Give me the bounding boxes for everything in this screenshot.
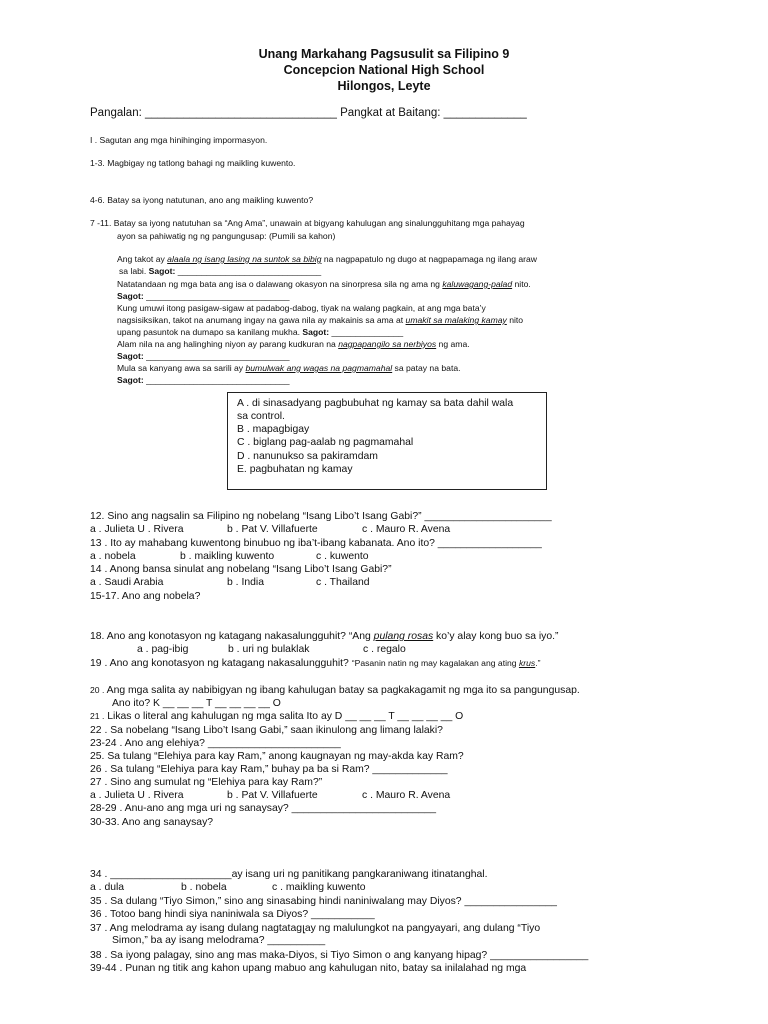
school-location: Hilongos, Leyte bbox=[337, 79, 431, 93]
question-14: 14 . Anong bansa sinulat ang nobelang “Isang Libo’t Isang Gabi?” bbox=[90, 564, 392, 575]
choice-e: E. pagbuhatan ng kamay bbox=[237, 464, 353, 475]
passage-3-line3: upang pasuntok na dumapo sa kanilang mukha. Sagot: _______________ bbox=[117, 327, 404, 337]
question-1-3: 1-3. Magbigay ng tatlong bahagi ng maikling kuwento. bbox=[90, 158, 296, 168]
question-22: 22 . Sa nobelang “Isang Libo’t Isang Gabi,” saan ikinulong ang limang lalaki? bbox=[90, 725, 443, 736]
question-38: 38 . Sa iyong palagay, sino ang mas maka-Diyos, si Tiyo Simon o ang kanyang hipag? _________________ bbox=[90, 950, 589, 961]
question-27: 27 . Sino ang sumulat ng “Elehiya para kay Ram?” bbox=[90, 777, 323, 788]
question-21: 21 . Likas o literal ang kahulugan ng mga salita Ito ay D __ __ __ T __ __ __ __ O bbox=[90, 711, 464, 722]
option-a[interactable]: a . dula bbox=[90, 882, 125, 893]
section-label: Pangkat at Baitang: bbox=[340, 107, 441, 119]
answer-line-4: Sagot: ______________________________ bbox=[117, 351, 290, 361]
student-info-line bbox=[90, 107, 527, 119]
option-b[interactable]: b . Pat V. Villafuerte bbox=[227, 524, 318, 535]
choice-a-line1: A . di sinasadyang pagbubuhat ng kamay sa bata dahil wala bbox=[237, 398, 514, 409]
answer-line-2: Sagot: ______________________________ bbox=[117, 291, 290, 301]
school-name: Concepcion National High School bbox=[283, 63, 485, 77]
passage-2: Natatandaan ng mga bata ang isa o dalawang okasyon na sinorpresa sila ng ama ng kaluwagang-palad nito. bbox=[117, 279, 531, 289]
part1-instruction: I . Sagutan ang mga hinihinging impormasyon. bbox=[90, 135, 268, 145]
option-c[interactable]: c . maikling kuwento bbox=[272, 882, 366, 893]
option-a[interactable]: a . Julieta U . Rivera bbox=[90, 790, 184, 801]
question-26: 26 . Sa tulang “Elehiya para kay Ram,” buhay pa ba si Ram? _____________ bbox=[90, 764, 448, 775]
question-19: 19 . Ano ang konotasyon ng katagang nakasalungguhit? “Pasanin natin ng may kagalakan ang ating krus.” bbox=[90, 658, 541, 669]
question-23-24: 23-24 . Ano ang elehiya? _______________________ bbox=[90, 738, 341, 749]
answer-blank[interactable]: ______________________________ bbox=[146, 291, 290, 301]
answer-blank[interactable]: _______________ bbox=[331, 327, 404, 337]
option-c[interactable]: c . regalo bbox=[363, 644, 406, 655]
underlined-phrase: umakit sa malaking kamay bbox=[405, 315, 507, 325]
question-30-33: 30-33. Ano ang sanaysay? bbox=[90, 817, 214, 828]
question-28-29: 28-29 . Anu-ano ang mga uri ng sanaysay? _________________________ bbox=[90, 803, 437, 814]
passage-3-line2: nagsisiksikan, takot na anumang ingay na gawa nila ay makainis sa ama at umakit sa malaking kamay nito bbox=[117, 315, 524, 325]
question-36: 36 . Totoo bang hindi siya naniniwala sa Diyos? ___________ bbox=[90, 909, 375, 920]
passage-1-line2: sa labi. Sagot: ______________________________ bbox=[119, 266, 322, 276]
question-37-line1: 37 . Ang melodrama ay isang dulang nagtatagլay ng malulungkot na pangyayari, ang dulang “Tiyo bbox=[90, 923, 541, 934]
choice-d: D . nanunukso sa pakiramdam bbox=[237, 451, 378, 462]
question-35: 35 . Sa dulang “Tiyo Simon,” sino ang sinasabing hindi naniniwalang may Diyos? ________________ bbox=[90, 896, 557, 907]
question-7-11-line1: 7 -11. Batay sa iyong natutuhan sa “Ang Ama”, unawain at bigyang kahulugan ang sinalungguhitang mga pahayag bbox=[90, 218, 525, 228]
passage-4: Alam nila na ang halinghing niyon ay parang kudkuran na nagpapangilo sa nerbiyos ng ama. bbox=[117, 339, 470, 349]
underlined-phrase: nagpapangilo sa nerbiyos bbox=[338, 339, 437, 349]
answer-line-5: Sagot: ______________________________ bbox=[117, 375, 290, 385]
passage-3-line1: Kung umuwi itong pasigaw-sigaw at padabog-dabog, tiyak na walang pagkain, at ang mga bata’y bbox=[117, 303, 486, 313]
name-label: Pangalan: bbox=[90, 107, 142, 119]
choice-c: C . biglang pag-aalab ng pagmamahal bbox=[237, 437, 414, 448]
question-34: 34 . _____________________ay isang uri ng panitikang pangkaraniwang itinatanghal. bbox=[90, 869, 488, 880]
option-a[interactable]: a . nobela bbox=[90, 551, 136, 562]
question-13: 13 . Ito ay mahabang kuwentong binubuo ng iba’t-ibang kabanata. Ano ito? __________________ bbox=[90, 538, 542, 549]
underlined-phrase: krus bbox=[518, 658, 536, 668]
option-a[interactable]: a . pag-ibig bbox=[137, 644, 189, 655]
answer-blank[interactable]: ______________________________ bbox=[177, 266, 322, 276]
option-a[interactable]: a . Saudi Arabia bbox=[90, 577, 164, 588]
name-blank[interactable]: ______________________________ bbox=[145, 107, 337, 119]
question-39-44: 39-44 . Punan ng titik ang kahon upang mabuo ang kahulugan nito, batay sa inilalahad ng mga bbox=[90, 963, 527, 974]
underlined-phrase: alaala ng isang lasing na suntok sa bibig bbox=[167, 254, 322, 264]
option-c[interactable]: c . Mauro R. Avena bbox=[362, 790, 451, 801]
option-b[interactable]: b . uri ng bulaklak bbox=[228, 644, 310, 655]
option-b[interactable]: b . Pat V. Villafuerte bbox=[227, 790, 318, 801]
answer-blank[interactable]: ______________________________ bbox=[146, 375, 290, 385]
answer-blank[interactable]: ______________________________ bbox=[146, 351, 290, 361]
section-blank[interactable]: _____________ bbox=[443, 107, 527, 119]
option-b[interactable]: b . maikling kuwento bbox=[180, 551, 275, 562]
choice-a-line2: sa control. bbox=[237, 411, 285, 422]
question-20-line2: Ano ito? K __ __ __ T __ __ __ __ O bbox=[112, 698, 281, 709]
question-15-17: 15-17. Ano ang nobela? bbox=[90, 591, 201, 602]
question-7-11-line2: ayon sa pahiwatig ng ng pangungusap: (Pumili sa kahon) bbox=[117, 231, 336, 241]
question-18: 18. Ano ang konotasyon ng katagang nakasalungguhit? “Ang pulang rosas ko’y alay kong buo sa iyo.” bbox=[90, 631, 559, 642]
underlined-phrase: bumulwak ang wagas na pagmamahal bbox=[245, 363, 393, 373]
option-b[interactable]: b . nobela bbox=[181, 882, 227, 893]
underlined-phrase: kaluwagang-palad bbox=[442, 279, 513, 289]
choice-b: B . mapagbigay bbox=[237, 424, 310, 435]
question-12: 12. Sino ang nagsalin sa Filipino ng nobelang “Isang Libo’t Isang Gabi?” ______________________ bbox=[90, 511, 552, 522]
option-c[interactable]: c . Thailand bbox=[316, 577, 370, 588]
question-4-6: 4-6. Batay sa iyong natutunan, ano ang maikling kuwento? bbox=[90, 195, 314, 205]
option-c[interactable]: c . Mauro R. Avena bbox=[362, 524, 451, 535]
option-b[interactable]: b . India bbox=[227, 577, 264, 588]
underlined-phrase: pulang rosas bbox=[373, 631, 434, 642]
question-25: 25. Sa tulang “Elehiya para kay Ram,” anong kaugnayan ng may-akda kay Ram? bbox=[90, 751, 464, 762]
question-20-line1: 20 . Ang mga salita ay nabibigyan ng ibang kahulugan batay sa pagkakagamit ng mga ito sa pangungusap. bbox=[90, 685, 580, 696]
passage-5: Mula sa kanyang awa sa sarili ay bumulwak ang wagas na pagmamahal sa patay na bata. bbox=[117, 363, 461, 373]
question-37-line2: Simon,” ba ay isang melodrama? __________ bbox=[112, 935, 326, 946]
exam-title: Unang Markahang Pagsusulit sa Filipino 9 bbox=[258, 47, 510, 61]
passage-1-line1: Ang takot ay alaala ng isang lasing na suntok sa bibig na nagpapatulo ng dugo at nagpapamaga ng ilang araw bbox=[117, 254, 537, 264]
option-a[interactable]: a . Julieta U . Rivera bbox=[90, 524, 184, 535]
choices-box bbox=[227, 392, 547, 490]
option-c[interactable]: c . kuwento bbox=[316, 551, 369, 562]
